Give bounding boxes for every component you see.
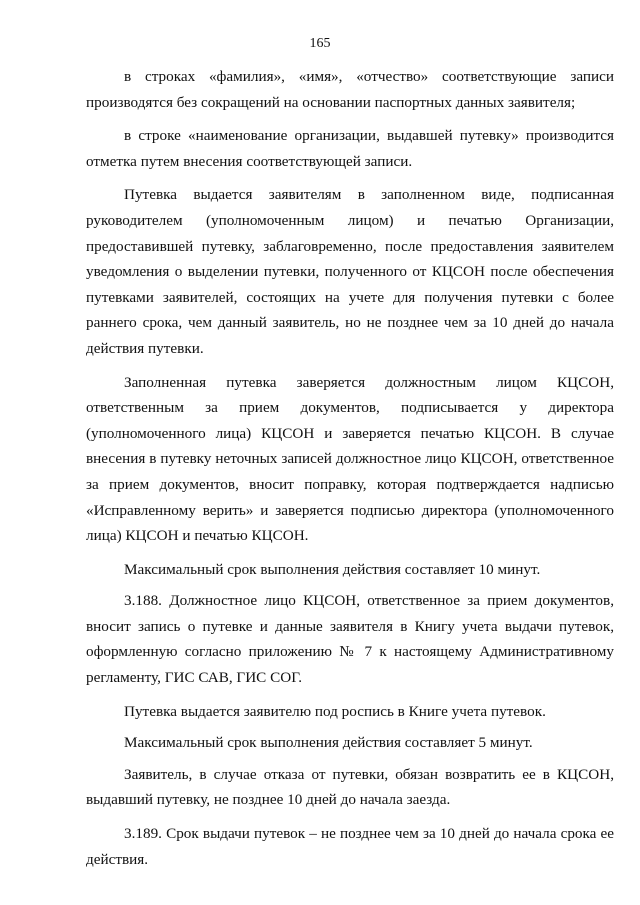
paragraph-max-time-10: Максимальный срок выполнения действия составляет 10 минут. — [124, 560, 541, 578]
paragraph-3-189: 3.189. Срок выдачи путевок – не позднее чем за 10 дней до начала срока ее действия. — [86, 825, 614, 868]
paragraph-name-fields: в строках «фамилия», «имя», «отчество» соответствующие записи производятся без сокращений на основании паспортных данных заявителя; — [86, 68, 614, 111]
paragraph-voucher-certification: Заполненная путевка заверяется должностным лицом КЦСОН, ответственным за прием документов, подписывается у директора (уполномоченного лица) КЦСОН и заверяется печатью КЦСОН. В случае внесения в путевку неточных записей должностное лицо КЦСОН, ответственное за прием документов, вносит поправку, которая подтверждается надписью «Исправленному верить» и заверяется подписью директора (уполномоченного лица) КЦСОН и печатью КЦСОН. — [86, 373, 614, 545]
paragraph-max-time-5: Максимальный срок выполнения действия составляет 5 минут. — [124, 734, 533, 752]
paragraph-signature-book: Путевка выдается заявителю под роспись в Книге учета путевок. — [124, 702, 546, 720]
page-number: 165 — [309, 36, 331, 51]
paragraph-refusal-return: Заявитель, в случае отказа от путевки, обязан возвратить ее в КЦСОН, выдавший путевку, не позднее 10 дней до начала заезда. — [86, 765, 614, 809]
document-body — [86, 64, 614, 880]
paragraph-voucher-issuance: Путевка выдается заявителям в заполненном виде, подписанная руководителем (уполномоченным лицом) и печатью Организации, предоставившей путевку, заблаговременно, после предоставления заявителем уведомления о выделении путевки, полученного от КЦСОН после обеспечения путевками заявителей, состоящих на учете для получения путевки с более раннего срока, чем данный заявитель, но не позднее чем за 10 дней до начала действия путевки. — [86, 186, 614, 357]
paragraph-3-188: 3.188. Должностное лицо КЦСОН, ответственное за прием документов, вносит запись о путевке и данные заявителя в Книгу учета выдачи путевок, оформленную согласно приложению № 7 к настоящему Административному регламенту, ГИС САВ, ГИС СОГ. — [86, 592, 614, 687]
paragraph-organization-field: в строке «наименование организации, выдавшей путевку» производится отметка путем внесения соответствующей записи. — [86, 127, 614, 170]
